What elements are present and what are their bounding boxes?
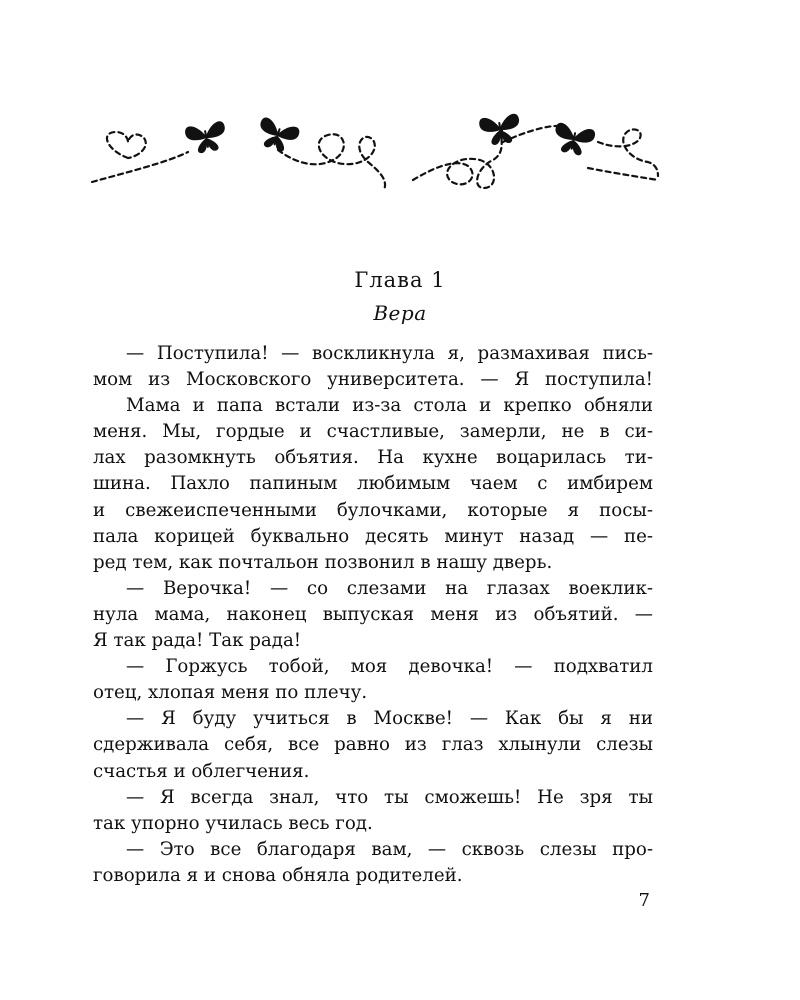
butterfly-ornament bbox=[88, 110, 660, 202]
dashed-loop-path bbox=[278, 134, 385, 190]
text-line: счастья и облегчения. bbox=[93, 760, 310, 782]
body-text bbox=[93, 341, 653, 889]
text-line: пала корицей буквально десять минут назад — пе- bbox=[93, 525, 653, 547]
text-line: Мама и папа встали из-за стола и крепко обняли bbox=[126, 395, 653, 417]
text-line: сдерживала себя, все равно из глаз хлынули слезы bbox=[93, 734, 653, 756]
text-line: мом из Московского университета. — Я поступила! bbox=[93, 369, 653, 391]
text-line: меня. Мы, гордые и счастливые, замерли, не в си- bbox=[93, 421, 653, 443]
text-line: шина. Пахло папиным любимым чаем с имбирем bbox=[93, 473, 653, 495]
text-line: лах разомкнуть объятия. На кухне воцарилась ти- bbox=[93, 447, 653, 469]
dashed-heart-path bbox=[107, 132, 146, 158]
dashed-curl-path bbox=[413, 130, 502, 188]
text-line: так упорно училась весь год. bbox=[93, 812, 373, 834]
text-line: — Поступила! — воскликнула я, размахивая пись- bbox=[126, 343, 653, 364]
page-number: 7 bbox=[638, 890, 650, 911]
text-line: — Я буду учиться в Москве! — Как бы я ни bbox=[126, 708, 653, 730]
text-line: нула мама, наконец выпуская меня из объятий. — bbox=[93, 603, 653, 625]
text-line: ред тем, как почтальон позвонил в нашу дверь. bbox=[93, 551, 553, 573]
dashed-flight-path bbox=[92, 152, 188, 182]
butterfly-icon bbox=[254, 116, 301, 155]
text-line: — Я всегда знал, что ты сможешь! Не зря ты bbox=[126, 786, 653, 808]
dashed-right-tail-path bbox=[588, 168, 658, 180]
text-line: Я так рада! Так рада! bbox=[93, 630, 302, 652]
text-line: отец, хлопая меня по плечу. bbox=[93, 682, 368, 704]
text-line: — Горжусь тобой, моя девочка! — подхватил bbox=[126, 656, 653, 678]
butterfly-icon bbox=[551, 122, 596, 158]
chapter-title: Глава 1 bbox=[354, 268, 446, 292]
text-line: — Верочка! — со слезами на глазах воеклик- bbox=[126, 577, 653, 599]
text-line: — Это все благодаря вам, — сквозь слезы про- bbox=[126, 838, 653, 860]
chapter-subtitle: Вера bbox=[373, 301, 427, 325]
text-line: говорила я и снова обняла родителей. bbox=[93, 864, 463, 886]
butterfly-icon bbox=[184, 120, 228, 155]
text-line: и свежеиспеченными булочками, которые я посы- bbox=[93, 499, 653, 521]
butterfly-icon bbox=[478, 113, 522, 147]
dashed-spiral-path bbox=[598, 129, 658, 176]
